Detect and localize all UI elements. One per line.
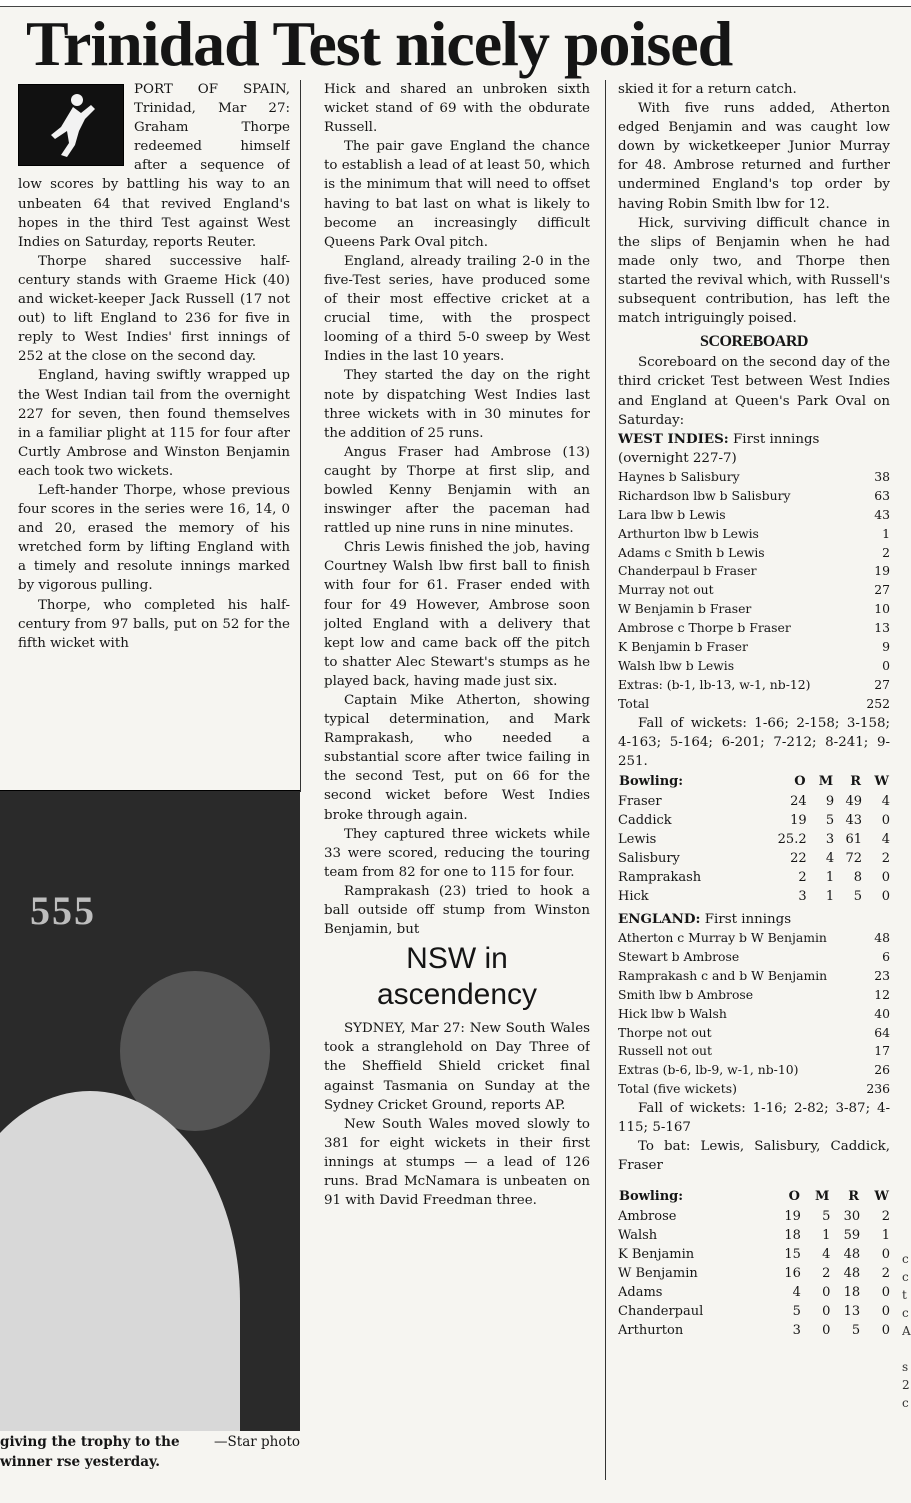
batting-row <box>618 562 890 581</box>
batsman-entry: Ramprakash c and b W Benjamin <box>618 967 828 983</box>
batsman-entry: Total (five wickets) <box>618 1081 737 1097</box>
article-paragraph: Hick, surviving difficult chance in the slips of Benjamin when he had made only two, and Thorpe then started the revival which, with Russell's subsequent contribution, has left the match intriguingly poised. <box>618 215 890 327</box>
batting-row <box>618 1024 890 1043</box>
bowling-figure: 30 <box>843 1208 861 1224</box>
wi-fall-of-wickets: Fall of wickets: 1-66; 2-158; 3-158; 4-163; 5-164; 6-201; 7-212; 8-241; 9-251. <box>618 715 890 769</box>
eng-to-bat: To bat: Lewis, Salisbury, Caddick, Fraser <box>618 1139 890 1174</box>
photo-figure <box>0 1091 240 1431</box>
batsman-entry: Russell not out <box>618 1043 713 1059</box>
wi-team-label: WEST INDIES: <box>618 430 729 447</box>
bowling-figure: 5 <box>853 888 863 904</box>
bowling-row <box>618 830 890 849</box>
bowling-figure: 22 <box>790 850 807 866</box>
batsman-entry: Lara lbw b Lewis <box>618 506 726 522</box>
batsman-entry: Total <box>618 695 650 711</box>
column-rule <box>605 80 606 1480</box>
batting-row <box>618 657 890 676</box>
nsw-article-text <box>324 1019 590 1210</box>
bowling-figure: 8 <box>853 869 863 885</box>
batting-row <box>618 1061 890 1080</box>
batsman-entry: Stewart b Ambrose <box>618 948 740 964</box>
runs-value: 6 <box>882 948 890 964</box>
bowling-figure: 2 <box>881 1208 890 1224</box>
bowling-column-header: M <box>815 1188 830 1204</box>
bowling-figure: 2 <box>881 850 890 866</box>
article-paragraph: SYDNEY, Mar 27: New South Wales took a stranglehold on Day Three of the Sheffield Shield cricket final against Tasmania on Sunday at the Sydney Cricket Ground, reports AP. <box>324 1021 590 1113</box>
wi-batting-table <box>618 468 890 714</box>
bowling-figure: 4 <box>881 831 890 847</box>
batting-row <box>618 1080 890 1099</box>
batsman-entry: Arthurton lbw b Lewis <box>618 525 759 541</box>
runs-value: 236 <box>866 1081 890 1097</box>
article-paragraph: With five runs added, Atherton edged Benjamin and was caught low down by wicketkeeper Junior Murray for 48. Ambrose returned and further undermined England's top order by having Robin Smith lbw for 12. <box>618 101 890 212</box>
bowling-column-header: R <box>850 773 862 789</box>
bowling-figure: 3 <box>798 888 807 904</box>
batting-row <box>618 1005 890 1024</box>
batsman-entry: Extras: (b-1, lb-13, w-1, nb-12) <box>618 676 811 692</box>
batsman-entry: Atherton c Murray b W Benjamin <box>618 930 827 946</box>
article-paragraph: New South Wales moved slowly to 381 for eight wickets in their first innings at stumps — a lead of 126 runs. Brad McNamara is unbeaten on 91 with David Freedman three. <box>324 1116 590 1209</box>
bowling-figure: 0 <box>881 1284 890 1300</box>
bowler-name: Walsh <box>618 1227 658 1243</box>
eng-fall-of-wickets: Fall of wickets: 1-16; 2-82; 3-87; 4-115; 5-167 <box>618 1101 890 1136</box>
bowling-figure: 9 <box>825 793 835 809</box>
bowling-figure: 49 <box>845 793 863 809</box>
photo-caption-text: giving the trophy to the winner rse yesterday. <box>0 1434 180 1470</box>
bowling-row <box>618 792 890 811</box>
bowling-figure: 43 <box>845 812 863 828</box>
bowling-figure: 61 <box>845 831 863 847</box>
runs-value: 17 <box>874 1043 890 1059</box>
batting-row <box>618 468 890 487</box>
bowling-figure: 19 <box>784 1208 801 1224</box>
bowling-figure: 1 <box>881 1227 890 1243</box>
article-paragraph: Ramprakash (23) tried to hook a ball outside off stump from Winston Benjamin, but <box>324 883 590 938</box>
bowling-figure: 0 <box>881 1303 890 1319</box>
bowler-name: Ramprakash <box>618 869 702 885</box>
batting-row <box>618 929 890 948</box>
wi-bowling-table <box>618 1186 890 1340</box>
article-paragraph: Thorpe, who completed his half-century from 97 balls, put on 52 for the fifth wicket with <box>18 597 290 651</box>
bowling-column-header: M <box>818 773 834 789</box>
bowling-column-header: R <box>848 1188 860 1204</box>
bowling-column-header: W <box>874 1188 889 1204</box>
bowling-figure: 2 <box>822 1265 831 1281</box>
bowling-row <box>618 887 890 906</box>
bowler-name: Salisbury <box>618 850 680 866</box>
bowling-figure: 0 <box>881 812 890 828</box>
article-paragraph: England, already trailing 2-0 in the five-Test series, have produced some of their most effective cricket at a crucial time, with the prospect looming of a third 5-0 sweep by West Indies in the last 10 years. <box>324 253 590 365</box>
photo-sign: 555 <box>30 888 96 933</box>
article-paragraph: Left-hander Thorpe, whose previous four scores in the series were 16, 14, 0 and 20, erased the memory of his wretched form by lifting England with a timely and resolute innings marked by vigorous pulling. <box>18 482 290 594</box>
runs-value: 0 <box>882 657 890 673</box>
bowling-figure: 4 <box>822 1246 831 1262</box>
article-paragraph: Captain Mike Atherton, showing typical determination, and Mark Ramprakash, who needed a substantial score after twice failing in the second Test, put on 66 for the second wicket before West Indies broke through again. <box>324 693 590 823</box>
batting-row <box>618 986 890 1005</box>
article-paragraph: Thorpe shared successive half-century stands with Graeme Hick (40) and wicket-keeper Jack Russell (17 not out) to lift England to 236 for five in reply to West Indies' first innings of 252 at the close on the second day. <box>18 253 290 365</box>
runs-value: 252 <box>866 695 890 711</box>
batting-row <box>618 967 890 986</box>
batsman-entry: Richardson lbw b Salisbury <box>618 487 791 503</box>
bowling-column-header: W <box>874 773 889 789</box>
bowling-label: Bowling: <box>619 773 684 789</box>
article-paragraph: Chris Lewis finished the job, having Courtney Walsh lbw first ball to finish with four for 61. Fraser ended with four for 49 However, Ambrose soon jolted England with a delivery that kept low and came back off the pitch to shatter Alec Stewart's stumps as he played back, having made just six. <box>324 540 590 689</box>
runs-value: 27 <box>874 582 890 598</box>
scoreboard-intro: Scoreboard on the second day of the third cricket Test between West Indies and England at Queen's Park Oval on Saturday: <box>618 355 890 428</box>
bowling-figure: 0 <box>822 1322 831 1338</box>
bowler-name: Ambrose <box>618 1208 677 1224</box>
bowling-figure: 15 <box>784 1246 801 1262</box>
article-paragraph: PORT OF SPAIN, Trinidad, Mar 27: Graham Thorpe redeemed himself after a sequence of low scores by battling his way to an unbeaten 64 that revived England's hopes in the third Test against West Indies on Saturday, reports Reuter. <box>18 82 290 250</box>
wi-innings-label: First innings (overnight 227-7) <box>618 431 820 466</box>
bowling-row <box>618 1245 890 1264</box>
bowling-header-row <box>618 771 890 792</box>
batting-row <box>618 544 890 563</box>
bowler-name: Adams <box>618 1284 663 1300</box>
batting-row <box>618 600 890 619</box>
batsman-entry: Ambrose c Thorpe b Fraser <box>618 620 791 636</box>
bowling-figure: 3 <box>792 1322 801 1338</box>
bowling-figure: 18 <box>843 1284 861 1300</box>
bowling-row <box>618 1302 890 1321</box>
batsman-entry: Smith lbw b Ambrose <box>618 986 754 1002</box>
bowling-figure: 19 <box>790 812 807 828</box>
bowling-figure: 72 <box>845 850 863 866</box>
batsman-entry: Adams c Smith b Lewis <box>618 544 765 560</box>
eng-innings-label: First innings <box>704 911 792 927</box>
article-column-3 <box>618 80 890 1485</box>
batsman-entry: Chanderpaul b Fraser <box>618 563 757 579</box>
batting-row <box>618 1042 890 1061</box>
trophy-photo <box>0 790 300 1431</box>
article-paragraph: They captured three wickets while 33 were scored, reducing the touring team from 82 for one to 115 for four. <box>324 826 590 880</box>
bowling-figure: 1 <box>825 888 835 904</box>
batting-row <box>618 619 890 638</box>
bowling-row <box>618 1264 890 1283</box>
runs-value: 2 <box>882 544 890 560</box>
bowling-figure: 48 <box>843 1265 861 1281</box>
bowling-figure: 5 <box>851 1322 861 1338</box>
bowling-row <box>618 1321 890 1340</box>
bowler-name: Arthurton <box>618 1322 684 1338</box>
bowling-figure: 0 <box>881 888 890 904</box>
batsman-entry: Haynes b Salisbury <box>618 468 740 484</box>
article-column-1 <box>18 80 290 730</box>
wi-innings-heading <box>618 430 890 468</box>
bowling-figure: 16 <box>784 1265 801 1281</box>
headline: Trinidad Test nicely poised <box>26 8 733 79</box>
bowling-figure: 5 <box>792 1303 801 1319</box>
batsman-entry: Extras (b-6, lb-9, w-1, nb-10) <box>618 1062 799 1078</box>
runs-value: 26 <box>874 1062 890 1078</box>
runs-value: 9 <box>882 639 890 655</box>
batsman-entry: Walsh lbw b Lewis <box>618 657 735 673</box>
runs-value: 38 <box>874 468 890 484</box>
eng-team-label: ENGLAND: <box>618 910 701 927</box>
bowling-row <box>618 1283 890 1302</box>
column-rule <box>300 80 301 792</box>
bowling-figure: 4 <box>792 1284 801 1300</box>
runs-value: 27 <box>874 676 890 692</box>
bowling-row <box>618 1226 890 1245</box>
england-bowling-table <box>618 771 890 906</box>
runs-value: 64 <box>874 1024 890 1040</box>
batting-row <box>618 638 890 657</box>
batting-row <box>618 948 890 967</box>
bowling-row <box>618 1207 890 1226</box>
bowling-figure: 25.2 <box>777 831 807 847</box>
batsman-entry: W Benjamin b Fraser <box>618 601 752 617</box>
cricket-logo-icon <box>18 84 124 166</box>
bowling-column-header: O <box>788 1188 800 1204</box>
batsman-entry: Thorpe not out <box>618 1024 712 1040</box>
bowling-figure: 48 <box>843 1246 861 1262</box>
scoreboard-title: SCOREBOARD <box>700 333 808 351</box>
bowling-figure: 4 <box>881 793 890 809</box>
bowling-figure: 1 <box>822 1227 831 1243</box>
runs-value: 12 <box>874 986 890 1002</box>
article-paragraph: Hick and shared an unbroken sixth wicket stand of 69 with the obdurate Russell. <box>324 82 590 136</box>
bowling-figure: 59 <box>843 1227 861 1243</box>
runs-value: 13 <box>874 620 890 636</box>
bowling-figure: 0 <box>881 1246 890 1262</box>
eng-batting-table <box>618 929 890 1099</box>
bowling-row <box>618 868 890 887</box>
bowling-column-header: O <box>794 773 806 789</box>
batting-row <box>618 487 890 506</box>
batting-row <box>618 676 890 695</box>
batting-row <box>618 581 890 600</box>
bowling-figure: 24 <box>790 793 807 809</box>
bowler-name: Fraser <box>618 793 662 809</box>
batsman-entry: K Benjamin b Fraser <box>618 639 748 655</box>
bowling-figure: 0 <box>822 1303 831 1319</box>
batsman-entry: Hick lbw b Walsh <box>618 1005 727 1021</box>
photo-credit: —Star photo <box>214 1434 300 1450</box>
runs-value: 63 <box>874 487 890 503</box>
bowling-label: Bowling: <box>619 1188 684 1204</box>
bowler-name: Lewis <box>618 831 657 847</box>
page-top-rule <box>0 0 911 7</box>
bowling-figure: 13 <box>843 1303 861 1319</box>
nsw-subheadline: NSW in ascendency <box>376 942 538 1012</box>
bowler-name: W Benjamin <box>618 1265 698 1281</box>
batting-row <box>618 695 890 714</box>
runs-value: 48 <box>874 930 890 946</box>
article-paragraph: They started the day on the right note by dispatching West Indies last three wickets with in 30 minutes for the addition of 25 runs. <box>324 368 590 441</box>
bowling-row <box>618 849 890 868</box>
bowler-name: Hick <box>618 888 649 904</box>
article-column-2 <box>324 80 590 1475</box>
runs-value: 40 <box>874 1005 890 1021</box>
bowling-figure: 1 <box>825 869 835 885</box>
article-paragraph: The pair gave England the chance to establish a lead of at least 50, which is the minimum that will need to offset having to bat last on what is likely to become an increasingly difficult Queens Park Oval pitch. <box>324 139 590 250</box>
article-paragraph: Angus Fraser had Ambrose (13) caught by Thorpe at first slip, and bowled Kenny Benjamin with an inswinger after the paceman had rattled up nine runs in nine minutes. <box>324 444 590 537</box>
bowling-figure: 3 <box>825 831 835 847</box>
bowling-figure: 5 <box>825 812 835 828</box>
bowling-row <box>618 811 890 830</box>
bowling-figure: 0 <box>881 1322 890 1338</box>
bowling-figure: 0 <box>822 1284 831 1300</box>
bowler-name: Chanderpaul <box>618 1303 704 1319</box>
runs-value: 10 <box>874 601 890 617</box>
bowling-figure: 18 <box>784 1227 801 1243</box>
adjacent-column-edge: c c t c A s 2 c <box>902 1252 911 1410</box>
bowling-figure: 2 <box>881 1265 890 1281</box>
runs-value: 23 <box>874 967 890 983</box>
batting-row <box>618 525 890 544</box>
runs-value: 1 <box>882 525 890 541</box>
runs-value: 19 <box>874 563 890 579</box>
batting-row <box>618 506 890 525</box>
bowling-figure: 5 <box>822 1208 831 1224</box>
eng-innings-heading <box>618 910 890 929</box>
bowling-figure: 0 <box>881 869 890 885</box>
bowler-name: Caddick <box>618 812 672 828</box>
batsman-entry: Murray not out <box>618 582 714 598</box>
bowler-name: K Benjamin <box>618 1246 695 1262</box>
bowling-figure: 4 <box>825 850 835 866</box>
article-paragraph: England, having swiftly wrapped up the West Indian tail from the overnight 227 for seven, then found themselves in a familiar plight at 115 for four after Curtly Ambrose and Winston Benjamin each took two wickets. <box>18 368 290 479</box>
article-col3-text <box>618 80 890 328</box>
article-col2-text <box>324 80 590 939</box>
runs-value: 43 <box>874 506 890 522</box>
photo-caption <box>0 1432 300 1472</box>
bowling-header-row <box>618 1186 890 1207</box>
bowling-figure: 2 <box>798 869 807 885</box>
article-paragraph: skied it for a return catch. <box>618 82 797 97</box>
